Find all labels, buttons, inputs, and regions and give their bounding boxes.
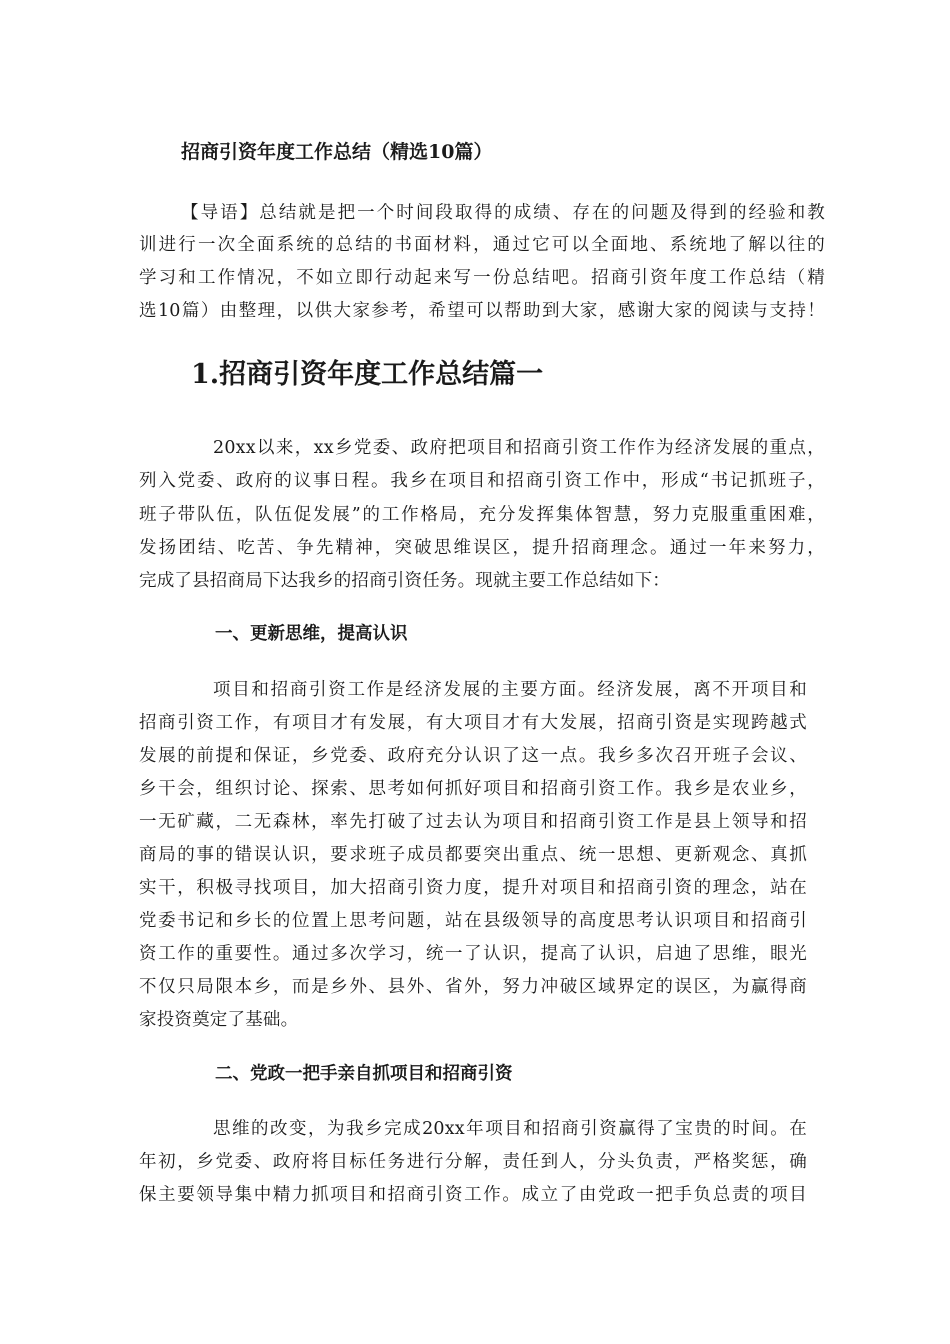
para1-line-5: 完成了县招商局下达我乡的招商引资任务。现就主要工作总结如下： bbox=[139, 571, 670, 591]
para2-line-7: 实干，积极寻找项目，加大招商引资力度，提升对项目和招商引资的理念，站在 bbox=[139, 878, 807, 898]
para3-line-2: 年初，乡党委、政府将目标任务进行分解，责任到人，分头负责，严格奖惩，确 bbox=[139, 1152, 807, 1172]
intro-line-1: 【导语】总结就是把一个时间段取得的成绩、存在的问题及得到的经验和教 bbox=[181, 203, 825, 223]
para2-line-11: 家投资奠定了基础。 bbox=[139, 1010, 299, 1030]
para2-line-10: 不仅只局限本乡，而是乡外、县外、省外，努力冲破区域界定的误区，为赢得商 bbox=[139, 977, 807, 997]
section-heading-1: 1.招商引资年度工作总结篇一 bbox=[191, 359, 544, 390]
para1-line-4: 发扬团结、吃苦、争先精神，突破思维误区，提升招商理念。通过一年来努力， bbox=[139, 538, 825, 558]
intro-line-3: 学习和工作情况，不如立即行动起来写一份总结吧。招商引资年度工作总结（精 bbox=[139, 268, 825, 288]
intro-line-4: 选10篇）由整理，以供大家参考，希望可以帮助到大家，感谢大家的阅读与支持！ bbox=[139, 301, 825, 321]
para2-line-3: 发展的前提和保证，乡党委、政府充分认识了这一点。我乡多次召开班子会议、 bbox=[139, 746, 807, 766]
para1-line-3: 班子带队伍，队伍促发展”的工作格局，充分发挥集体智慧，努力克服重重困难， bbox=[139, 505, 825, 525]
intro-line-2: 训进行一次全面系统的总结的书面材料，通过它可以全面地、系统地了解以往的 bbox=[139, 235, 825, 255]
para2-line-2: 招商引资工作，有项目才有发展，有大项目才有大发展，招商引资是实现跨越式 bbox=[139, 713, 807, 733]
para1-line-1: 20xx以来，xx乡党委、政府把项目和招商引资工作作为经济发展的重点， bbox=[213, 438, 825, 458]
subheading-1: 一、更新思维，提高认识 bbox=[215, 624, 408, 644]
para2-line-1: 项目和招商引资工作是经济发展的主要方面。经济发展，离不开项目和 bbox=[213, 680, 807, 700]
document-title: 招商引资年度工作总结（精选10篇） bbox=[181, 141, 493, 163]
para2-line-5: 一无矿藏，二无森林，率先打破了过去认为项目和招商引资工作是县上领导和招 bbox=[139, 812, 807, 832]
para2-line-8: 党委书记和乡长的位置上思考问题，站在县级领导的高度思考认识项目和招商引 bbox=[139, 911, 807, 931]
para2-line-9: 资工作的重要性。通过多次学习，统一了认识，提高了认识，启迪了思维，眼光 bbox=[139, 944, 807, 964]
para1-line-2: 列入党委、政府的议事日程。我乡在项目和招商引资工作中，形成“书记抓班子， bbox=[139, 471, 825, 491]
para3-line-3: 保主要领导集中精力抓项目和招商引资工作。成立了由党政一把手负总责的项目 bbox=[139, 1185, 807, 1205]
para2-line-4: 乡干会，组织讨论、探索、思考如何抓好项目和招商引资工作。我乡是农业乡， bbox=[139, 779, 807, 799]
para3-line-1: 思维的改变，为我乡完成20xx年项目和招商引资赢得了宝贵的时间。在 bbox=[213, 1119, 807, 1139]
subheading-2: 二、党政一把手亲自抓项目和招商引资 bbox=[215, 1064, 513, 1084]
para2-line-6: 商局的事的错误认识，要求班子成员都要突出重点、统一思想、更新观念、真抓 bbox=[139, 845, 807, 865]
